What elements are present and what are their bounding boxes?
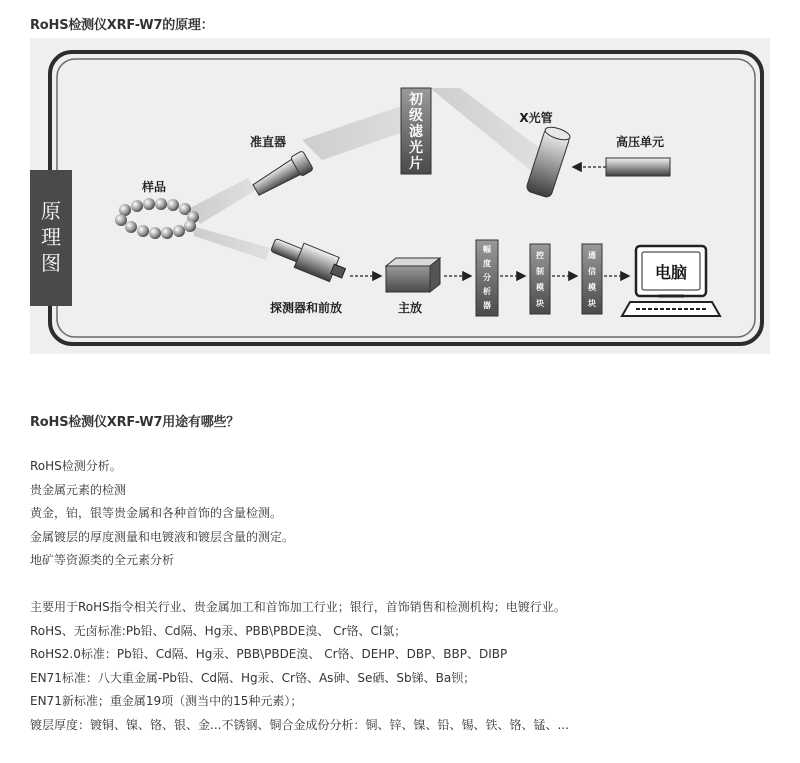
main-amp-label: 主放 <box>397 301 423 315</box>
side-title-2: 理 <box>41 225 61 249</box>
beam-tube-to-filter <box>430 88 553 174</box>
uses-item: 黄金，铂，银等贵金属和各种首饰的含量检测。 <box>30 506 283 520</box>
comm-char-4: 块 <box>588 299 596 308</box>
sample-beads <box>115 198 199 239</box>
specs-item: 镀层厚度：镀铜、镍、铬、银、金...不锈钢、铜合金成份分析：铜、锌、镍、铅、锡、铁、铬、锰、... <box>30 717 569 732</box>
computer-label: 电脑 <box>654 263 688 282</box>
comm-char-1: 通 <box>588 251 596 260</box>
collimator-label: 准直器 <box>249 135 287 149</box>
side-title-1: 原 <box>41 199 61 223</box>
uses-item: 金属镀层的厚度测量和电镀液和镀层含量的测定。 <box>30 529 295 544</box>
detector <box>268 233 348 286</box>
filter-char-5: 片 <box>409 156 423 172</box>
filter-char-1: 初 <box>409 92 423 108</box>
xray-tube-label: X光管 <box>519 111 553 125</box>
analyzer-char-5: 器 <box>483 301 491 310</box>
uses-item: RoHS检测分析。 <box>30 459 122 473</box>
side-title-3: 图 <box>41 251 61 275</box>
hv-unit-label: 高压单元 <box>615 135 665 149</box>
beam-sample-to-detector <box>192 226 270 260</box>
main-amplifier <box>386 258 440 292</box>
filter-char-4: 光 <box>409 140 423 156</box>
collimator <box>251 150 314 199</box>
filter-char-3: 滤 <box>409 124 423 140</box>
hv-unit-box <box>606 158 670 176</box>
principle-heading: RoHS检测仪XRF-W7的原理： <box>30 18 214 33</box>
control-char-4: 块 <box>536 299 544 308</box>
uses-item: 贵金属元素的检测 <box>30 482 127 497</box>
control-char-1: 控 <box>536 251 544 260</box>
uses-item: 地矿等资源类的全元素分析 <box>30 553 175 567</box>
control-char-2: 制 <box>536 267 544 276</box>
specs-item: EN71新标准；重金属19项（测当中的15种元素）； <box>30 694 303 708</box>
comm-char-3: 模 <box>588 283 596 292</box>
specs-list <box>30 596 569 737</box>
detector-label: 探测器和前放 <box>269 301 343 315</box>
control-char-3: 模 <box>536 283 544 292</box>
analyzer-char-3: 分 <box>483 273 491 282</box>
uses-list <box>30 455 294 573</box>
analyzer-char-1: 幅 <box>483 245 491 254</box>
sample-label: 样品 <box>141 180 167 194</box>
specs-item: RoHS、无卤标准:Pb铅、Cd隔、Hg汞、PBB\PBDE溴、 Cr铬、Cl氯； <box>30 623 407 638</box>
principle-diagram <box>30 38 770 354</box>
specs-item: RoHS2.0标准：Pb铅、Cd隔、Hg汞、PBB\PBDE溴、 Cr铬、DEHP、DBP、BBP、DIBP <box>30 647 508 661</box>
uses-heading: RoHS检测仪XRF-W7用途有哪些？ <box>30 415 240 430</box>
analyzer-char-4: 析 <box>483 287 491 296</box>
specs-item: EN71标准：八大重金属-Pb铅、Cd隔、Hg汞、Cr铬、As砷、Se硒、Sb锑、Ba钡； <box>30 670 476 685</box>
beam-collimator-to-sample <box>190 178 256 224</box>
analyzer-char-2: 度 <box>483 259 491 268</box>
specs-item: 主要用于RoHS指令相关行业、贵金属加工和首饰加工行业；银行，首饰销售和检测机构；电镀行业。 <box>30 600 566 614</box>
comm-char-2: 信 <box>588 267 596 276</box>
filter-char-2: 级 <box>409 108 423 124</box>
